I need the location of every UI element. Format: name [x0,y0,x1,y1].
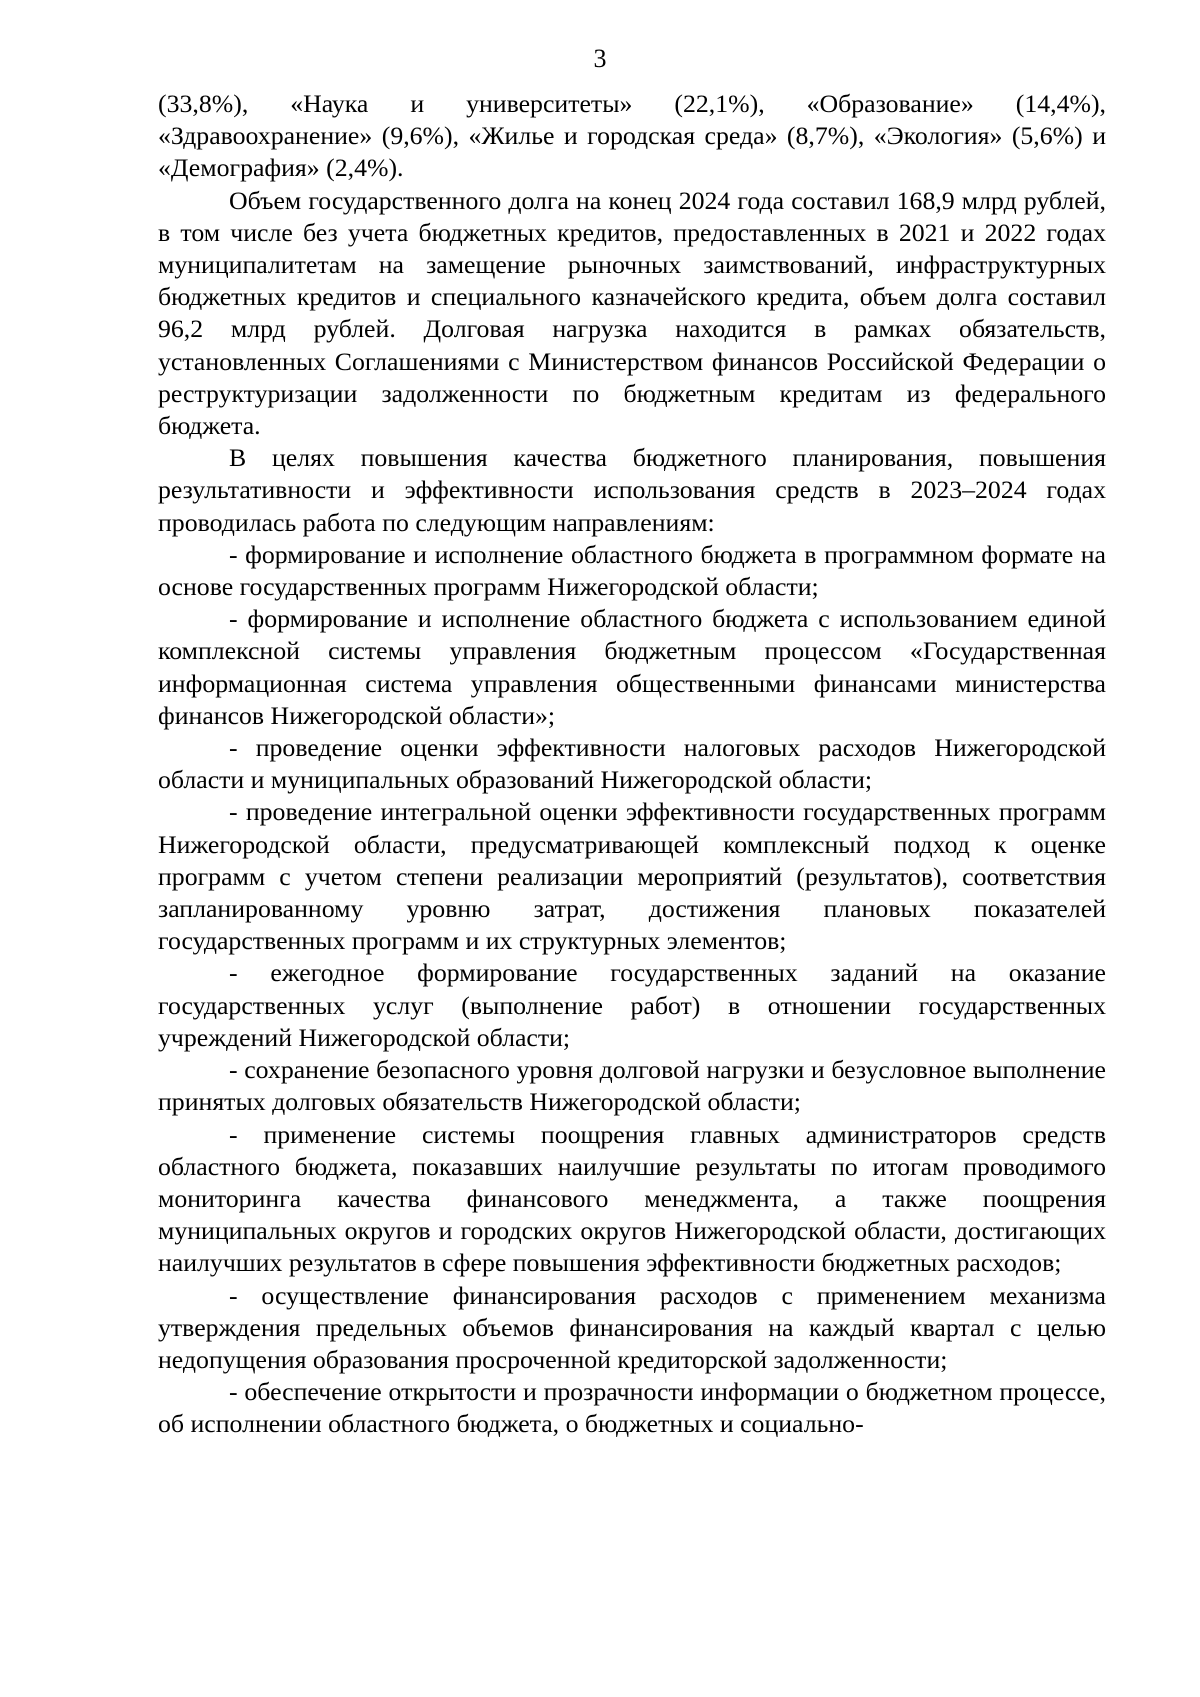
list-item-integral-evaluation: - проведение интегральной оценки эффективности государственных программ Нижегородской области, предусматривающей комплексный подход к оценке программ с учетом степени реализации мероприятий (результатов), соответствия запланированному уровню затрат, достижения плановых показателей государственных программ и их структурных элементов; [158,797,1106,956]
list-item-tax-expenditures: - проведение оценки эффективности налоговых расходов Нижегородской области и муниципальных образований Нижегородской области; [158,733,1106,795]
paragraph-state-debt: Объем государственного долга на конец 2024 года составил 168,9 млрд рублей, в том числе без учета бюджетных кредитов, предоставленных в 2021 и 2022 годах муниципалитетам на замещение рыночных заимствований, инфраструктурных бюджетных кредитов и специального казначейского кредита, объем долга составил 96,2 млрд рублей. Долговая нагрузка находится в рамках обязательств, установленных Соглашениями с Министерством финансов Российской Федерации о реструктуризации задолженности по бюджетным кредитам из федерального бюджета. [158,185,1106,441]
body-text [158,88,1106,1441]
list-item-state-assignments: - ежегодное формирование государственных заданий на оказание государственных услуг (выполнение работ) в отношении государственных учреждений Нижегородской области; [158,958,1106,1052]
list-item-transparency: - обеспечение открытости и прозрачности информации о бюджетном процессе, об исполнении областного бюджета, о бюджетных и социально- [158,1377,1106,1439]
page-number: 3 [593,44,607,73]
paragraph-national-projects-continued: (33,8%), «Наука и университеты» (22,1%), «Образование» (14,4%), «Здравоохранение» (9,6%), «Жилье и городская среда» (8,7%), «Экология» (5,6%) и «Демография» (2,4%). [158,89,1106,183]
list-item-debt-burden: - сохранение безопасного уровня долговой нагрузки и безусловное выполнение принятых долговых обязательств Нижегородской области; [158,1055,1106,1117]
paragraph-budget-planning-intro: В целях повышения качества бюджетного планирования, повышения результативности и эффективности использования средств в 2023–2024 годах проводилась работа по следующим направлениям: [158,443,1106,537]
list-item-quarterly-financing: - осуществление финансирования расходов с применением механизма утверждения предельных объемов финансирования на каждый квартал с целью недопущения образования просроченной кредиторской задолженности; [158,1280,1106,1374]
list-item-program-format: - формирование и исполнение областного бюджета в программном формате на основе государственных программ Нижегородской области; [158,539,1106,602]
list-item-unified-system: - формирование и исполнение областного бюджета с использованием единой комплексной системы управления бюджетным процессом «Государственная информационная система управления общественными финансами министерства финансов Нижегородской области»; [158,604,1106,730]
list-item-incentive-system: - применение системы поощрения главных администраторов средств областного бюджета, показавших наилучшие результаты по итогам проводимого мониторинга качества финансового менеджмента, а также поощрения муниципальных округов и городских округов Нижегородской области, достигающих наилучших результатов в сфере повышения эффективности бюджетных расходов; [158,1119,1106,1278]
